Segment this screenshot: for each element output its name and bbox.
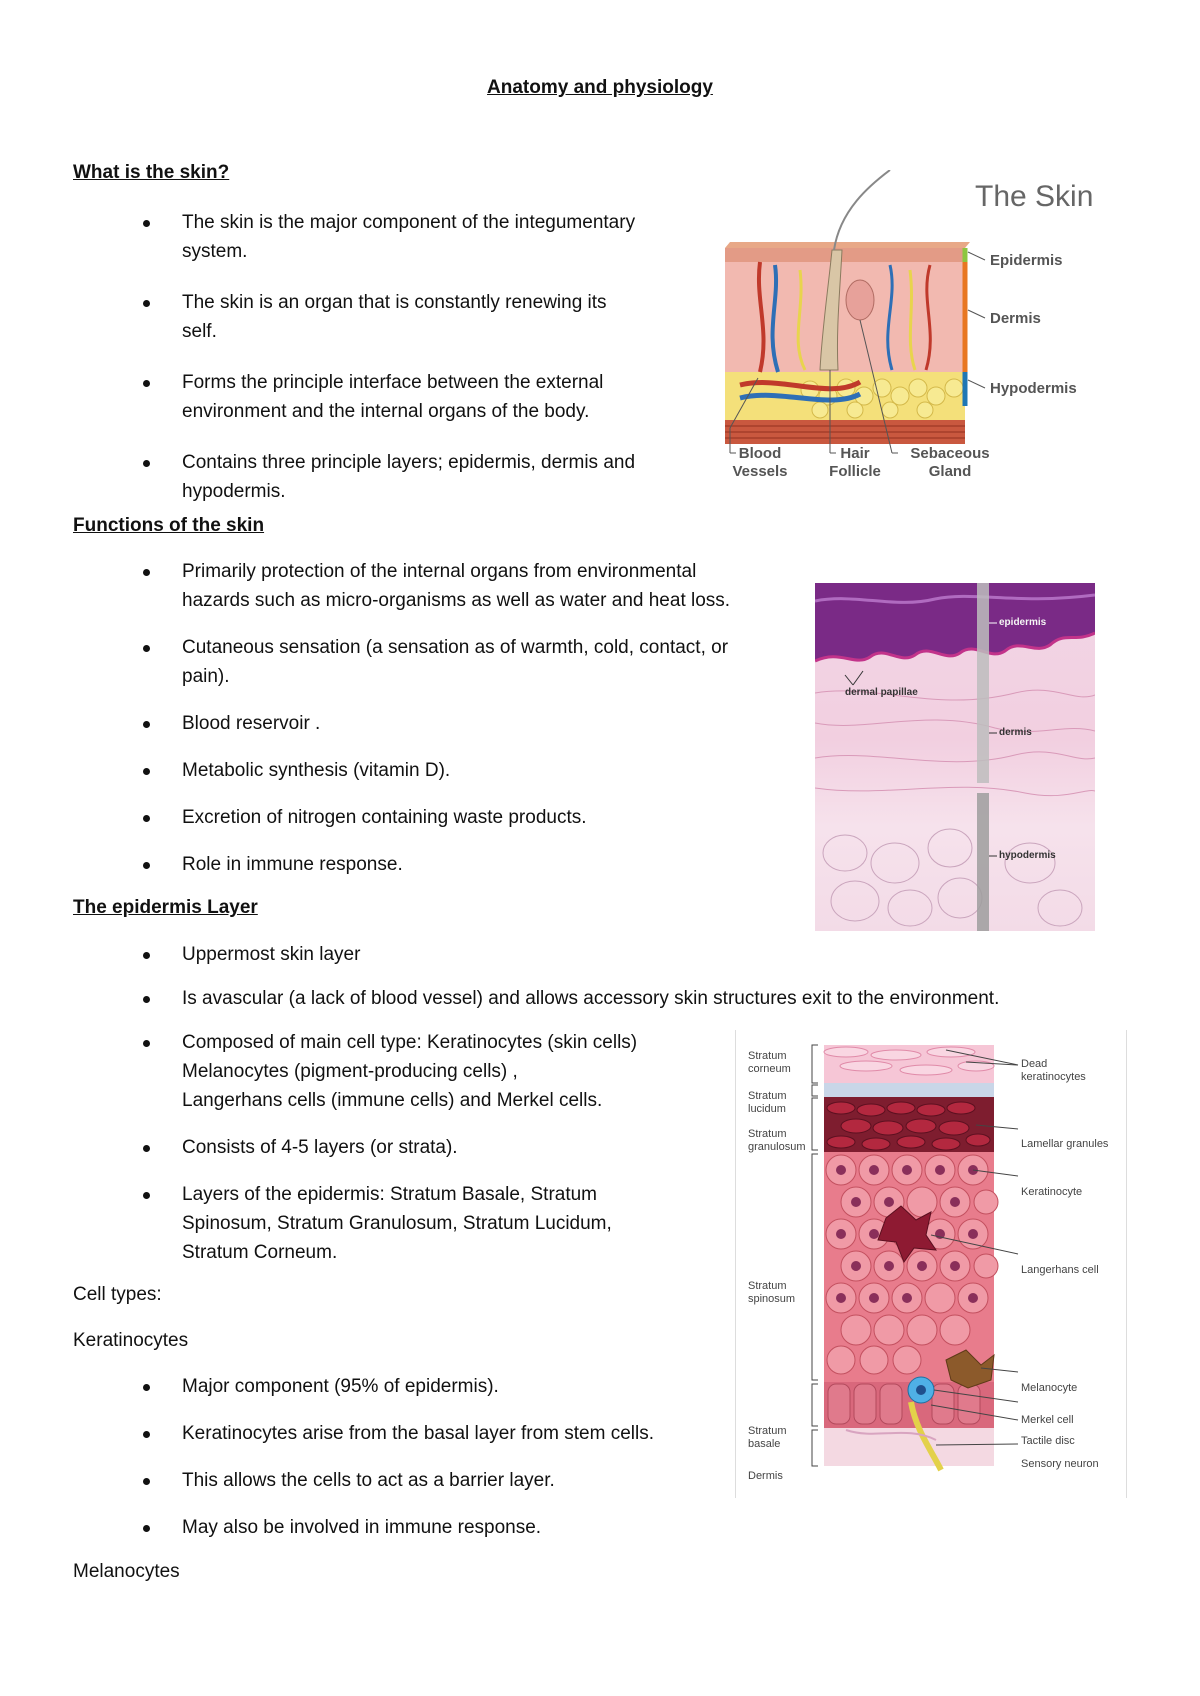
histology-papillae-label: dermal papillae [845,687,918,698]
list-item: Cutaneous sensation (a sensation as of warmth, cold, contact, or pain). [0,633,767,691]
skin-figure-title: The Skin [975,180,1094,213]
composed-line-2: Melanocytes (pigment-producing cells) , [182,1061,518,1082]
list-item: Major component (95% of epidermis). [0,1372,742,1401]
list-item: Role in immune response. [0,850,767,879]
list-item: May also be involved in immune response. [0,1513,742,1542]
label-langerhans-cell: Langerhans cell [1021,1264,1099,1276]
list-item: Keratinocytes arise from the basal layer from stem cells. [0,1419,742,1448]
section-heading-skin: What is the skin? [73,162,230,183]
list-item: Primarily protection of the internal organs from environmental hazards such as micro-organisms as well as water and heat loss. [0,557,767,615]
page-title: Anatomy and physiology [487,77,713,98]
label-merkel-cell: Merkel cell [1021,1414,1074,1426]
label-dermis: Dermis [748,1470,783,1482]
hypodermis-label: Hypodermis [990,380,1077,397]
list-item: Consists of 4-5 layers (or strata). [0,1133,682,1162]
list-item: Metabolic synthesis (vitamin D). [0,756,767,785]
list-item: Contains three principle layers; epidermis, dermis and hypodermis. [0,448,652,506]
label-sensory-neuron: Sensory neuron [1021,1458,1099,1470]
list-item: The skin is an organ that is constantly renewing its self. [0,288,642,346]
label-tactile-disc: Tactile disc [1021,1435,1075,1447]
composed-line-3: Langerhans cells (immune cells) and Merkel cells. [182,1090,603,1111]
skin-diagram-figure [720,170,1100,520]
label-keratinocyte: Keratinocyte [1021,1186,1083,1198]
blood-vessels-label: Blood Vessels [732,445,788,480]
skin-bullet-list [0,208,660,524]
list-item: Forms the principle interface between the external environment and the internal organs of the body. [0,368,652,426]
functions-bullet-list [0,557,767,897]
list-item: Layers of the epidermis: Stratum Basale, Stratum Spinosum, Stratum Granulosum, Stratum Lucidum, Stratum Corneum. [0,1180,652,1267]
epidermis-layers-figure [735,1030,1127,1498]
composed-line-1: Composed of main cell type: Keratinocytes (skin cells) [182,1032,638,1053]
list-item [0,1028,682,1115]
list-item: The skin is the major component of the integumentary system. [0,208,642,266]
melanocytes-label: Melanocytes [73,1561,180,1582]
histology-figure [815,583,1095,931]
label-stratum-lucidum: Stratum lucidum [748,1090,787,1115]
cell-types-label: Cell types: [73,1284,162,1305]
histology-epidermis-label: epidermis [999,617,1047,628]
label-lamellar-granules: Lamellar granules [1021,1138,1109,1150]
list-item: Excretion of nitrogen containing waste products. [0,803,767,832]
label-stratum-spinosum: Stratum spinosum [748,1280,796,1305]
label-stratum-basale: Stratum basale [748,1425,787,1450]
hair-follicle-label: Hair Follicle [829,445,881,480]
list-item: This allows the cells to act as a barrier layer. [0,1466,742,1495]
keratinocytes-bullet-list [0,1372,742,1560]
keratinocytes-label: Keratinocytes [73,1330,189,1351]
section-heading-epidermis: The epidermis Layer [73,897,258,918]
dermis-label: Dermis [990,310,1041,327]
label-dead-keratinocytes: Dead keratinocytes [1021,1058,1086,1083]
label-stratum-corneum: Stratum corneum [748,1050,791,1075]
list-item: Blood reservoir . [0,709,767,738]
epidermis-label: Epidermis [990,252,1063,269]
label-melanocyte: Melanocyte [1021,1382,1078,1394]
histology-dermis-label: dermis [999,727,1032,738]
histology-hypodermis-label: hypodermis [999,850,1056,861]
label-stratum-granulosum: Stratum granulosum [748,1128,806,1153]
section-heading-functions: Functions of the skin [73,515,265,536]
list-item: Is avascular (a lack of blood vessel) and allows accessory skin structures exit to the environment. [0,984,1082,1013]
histology-micrograph [815,583,1095,931]
list-item: Uppermost skin layer [0,940,1082,969]
sebaceous-gland-label: Sebaceous Gland [910,445,990,480]
